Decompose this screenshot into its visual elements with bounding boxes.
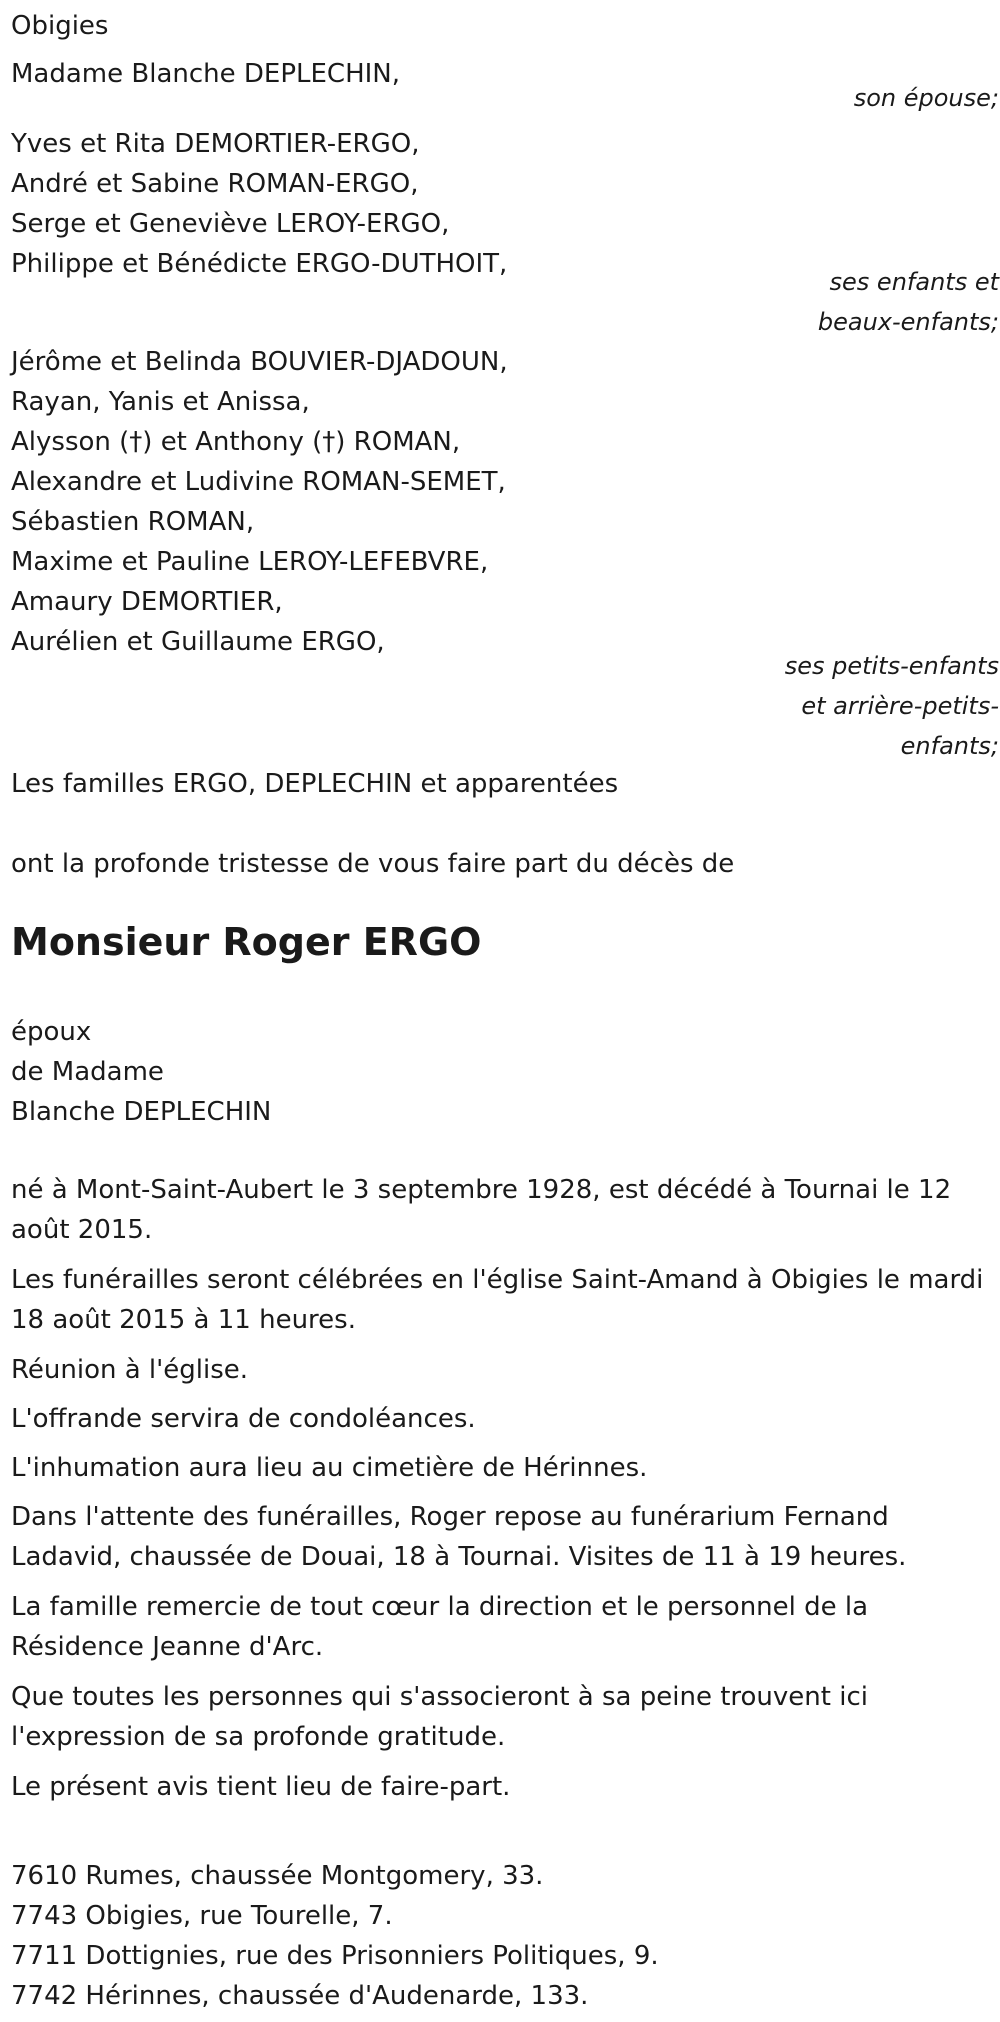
grandchild-entry: Alexandre et Ludivine ROMAN-SEMET, [11, 467, 506, 497]
spouse-name: Madame Blanche DEPLECHIN, [11, 59, 401, 89]
funerarium-paragraph: Dans l'attente des funérailles, Roger repose au funérarium Fernand Ladavid, chaussée de Douai, 18 à Tournai. Visites de 11 à 19 heures. [11, 1502, 907, 1572]
grandchild-entry: Sébastien ROMAN, [11, 507, 255, 537]
child-entry: Philippe et Bénédicte ERGO-DUTHOIT, [11, 249, 508, 279]
child-entry: Serge et Geneviève LEROY-ERGO, [11, 209, 450, 239]
offering-paragraph: L'offrande servira de condoléances. [11, 1404, 476, 1434]
address-list [11, 1856, 659, 2016]
grandchildren-list [11, 342, 508, 662]
funeral-paragraph: Les funérailles seront célébrées en l'église Saint-Amand à Obigies le mardi 18 août 2015 à 11 heures. [11, 1265, 984, 1335]
grandchild-entry: Maxime et Pauline LEROY-LEFEBVRE, [11, 547, 489, 577]
burial-paragraph: L'inhumation aura lieu au cimetière de Hérinnes. [11, 1453, 648, 1483]
child-entry: Yves et Rita DEMORTIER-ERGO, [11, 129, 420, 159]
birth-death-paragraph: né à Mont-Saint-Aubert le 3 septembre 1928, est décédé à Tournai le 12 août 2015. [11, 1175, 952, 1245]
thanks-paragraph: La famille remercie de tout cœur la direction et le personnel de la Résidence Jeanne d'Arc. [11, 1592, 869, 1662]
grandchild-entry: Aurélien et Guillaume ERGO, [11, 627, 385, 657]
grandchild-entry: Amaury DEMORTIER, [11, 587, 283, 617]
relation-block [11, 1012, 271, 1132]
relation-line: Blanche DEPLECHIN [11, 1097, 272, 1127]
address-line: 7742 Hérinnes, chaussée d'Audenarde, 133. [11, 1981, 589, 2011]
grandchildren-role-line: et arrière-petits- [801, 692, 999, 720]
children-role-line: ses enfants et [829, 268, 999, 296]
children-role [11, 262, 999, 342]
families-line: Les familles ERGO, DEPLECHIN et apparentées [11, 769, 619, 799]
spouse-role: son épouse; [853, 84, 999, 112]
reunion-paragraph: Réunion à l'église. [11, 1355, 249, 1385]
address-line: 7610 Rumes, chaussée Montgomery, 33. [11, 1861, 544, 1891]
deceased-name: Monsieur Roger ERGO [11, 920, 482, 964]
grandchild-entry: Alysson (†) et Anthony (†) ROMAN, [11, 427, 461, 457]
gratitude-paragraph: Que toutes les personnes qui s'associeront à sa peine trouvent ici l'expression de sa profonde gratitude. [11, 1682, 868, 1752]
location-line: Obigies [11, 11, 109, 41]
address-line: 7711 Dottignies, rue des Prisonniers Politiques, 9. [11, 1941, 659, 1971]
grandchild-entry: Jérôme et Belinda BOUVIER-DJADOUN, [11, 347, 508, 377]
child-entry: André et Sabine ROMAN-ERGO, [11, 169, 419, 199]
grandchild-entry: Rayan, Yanis et Anissa, [11, 387, 310, 417]
grandchildren-role [11, 646, 999, 766]
address-line: 7743 Obigies, rue Tourelle, 7. [11, 1901, 393, 1931]
grandchildren-role-line: ses petits-enfants [784, 652, 999, 680]
relation-line: époux [11, 1017, 92, 1047]
grandchildren-role-line: enfants; [900, 732, 999, 760]
relation-line: de Madame [11, 1057, 164, 1087]
announcement-line: ont la profonde tristesse de vous faire part du décès de [11, 849, 735, 879]
children-role-line: beaux-enfants; [817, 308, 999, 336]
notice-paragraph: Le présent avis tient lieu de faire-part. [11, 1772, 511, 1802]
children-list [11, 124, 507, 284]
